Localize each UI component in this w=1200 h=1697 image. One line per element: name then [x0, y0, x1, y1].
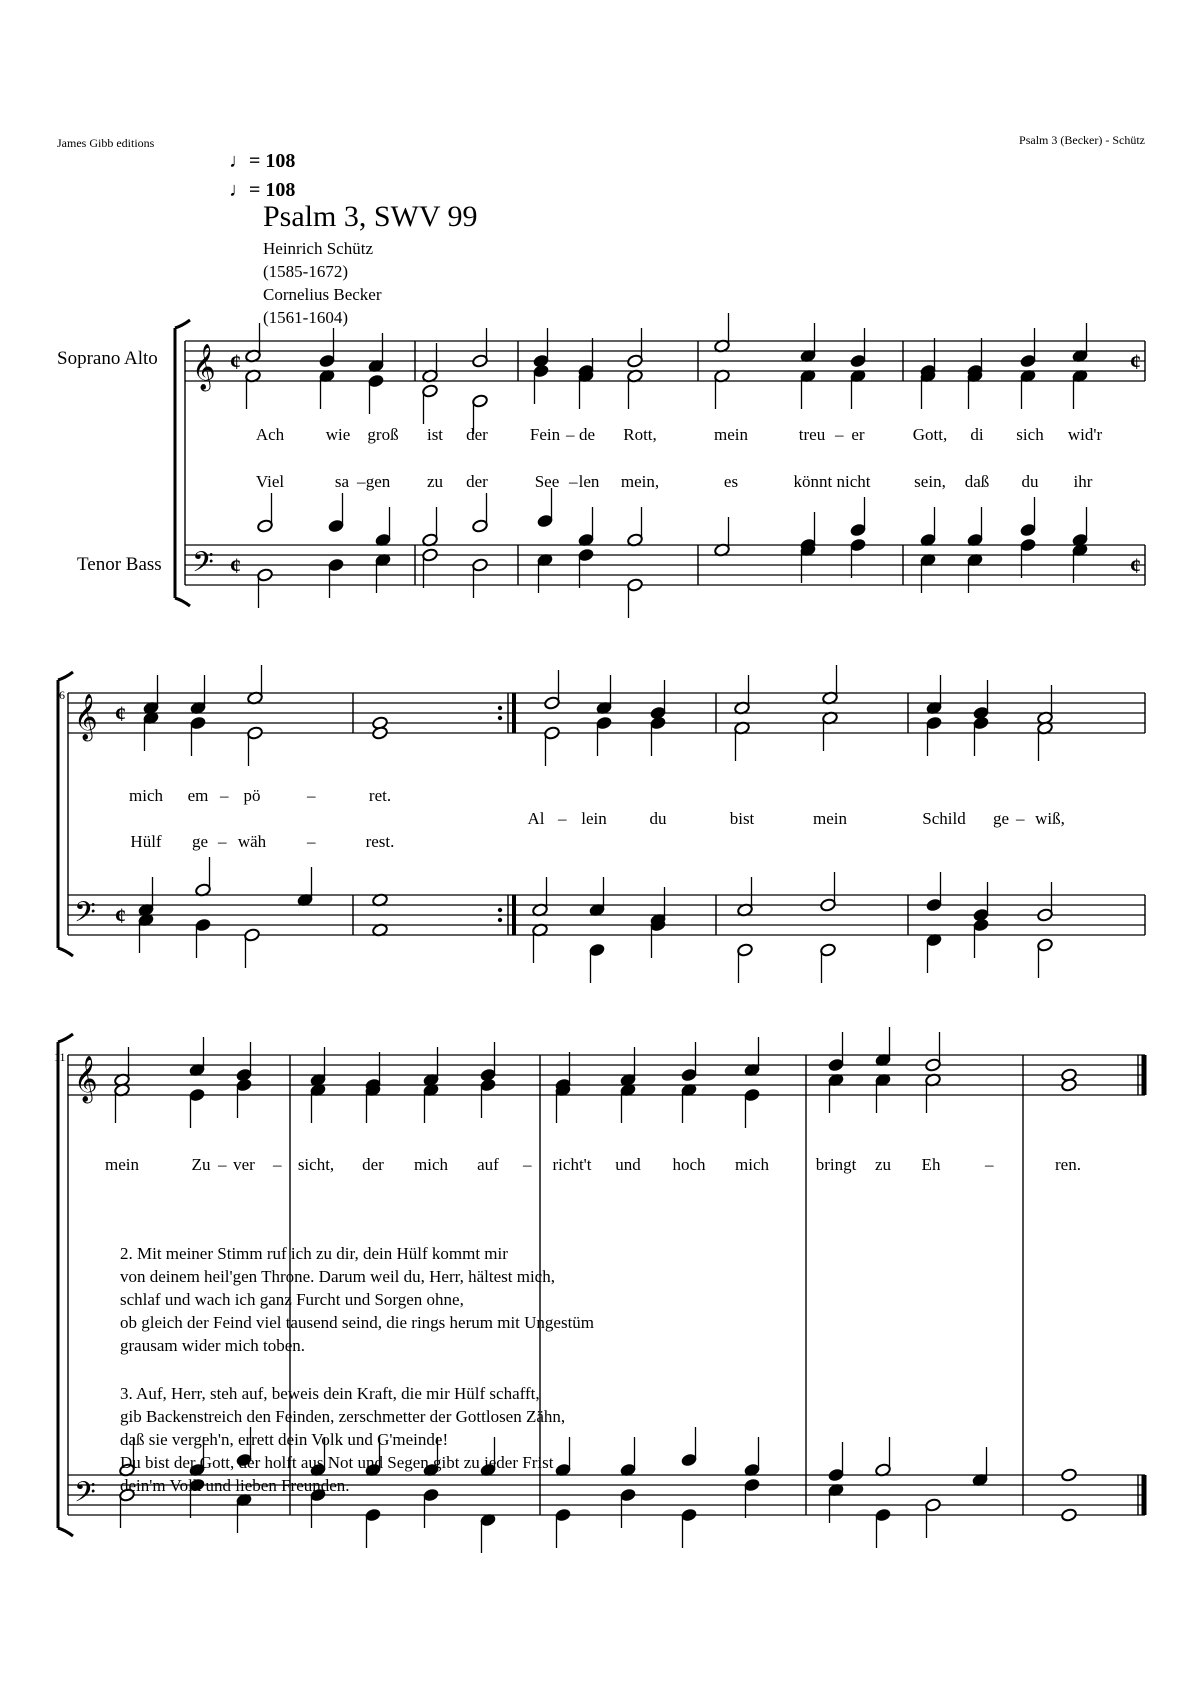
piece-title: Psalm 3, SWV 99: [263, 200, 478, 233]
lyric-syllable: du: [1021, 472, 1039, 491]
lyric-syllable: er: [851, 425, 865, 444]
notehead: [1020, 523, 1037, 537]
bass-clef-icon: 𝄢: [74, 898, 96, 935]
verse-2: 2. Mit meiner Stimm ruf ich zu dir, dein Hülf kommt mir von deinem heil'gen Throne. Darum weil du, Herr, hältest mich, schlaf und wach ich ganz Furcht und Sorgen ohne, ob gleich der Feind viel tausend seind, die rings herum mit Ungestüm grausam wider mich toben.: [120, 1244, 595, 1355]
cut-time-icon: ¢: [230, 349, 241, 374]
bass-clef-icon: 𝄢: [74, 1478, 96, 1515]
notehead: [627, 578, 644, 592]
notehead: [319, 354, 336, 368]
lyric-syllable: Gott,: [912, 425, 948, 444]
lyric-syllable: auf: [477, 1155, 499, 1174]
treble-clef-icon: 𝄞: [74, 1056, 98, 1101]
lyric-syllable: ge: [191, 832, 209, 851]
notehead: [627, 354, 644, 368]
notehead: [244, 928, 261, 942]
lyric-syllable: bist: [729, 809, 755, 828]
measure-number: 11: [54, 1050, 66, 1064]
lyric-syllable: sich: [1016, 425, 1044, 444]
lyric-syllable: sicht,: [297, 1155, 335, 1174]
lower-staff-label: Tenor Bass: [77, 554, 162, 575]
notehead: [926, 716, 943, 730]
lyric-syllable: treu: [798, 425, 826, 444]
lyric-syllable: Al: [527, 809, 545, 828]
lyric-syllable: mein: [714, 425, 748, 444]
bracket-system-2: [58, 672, 73, 956]
notehead: [737, 943, 754, 957]
notehead: [650, 716, 667, 730]
notehead: [190, 716, 207, 730]
lyric-syllable: daß: [964, 472, 990, 491]
treble-clef-icon: 𝄞: [192, 344, 216, 389]
notehead: [544, 726, 561, 740]
notehead: [1037, 908, 1054, 922]
notehead: [257, 568, 274, 582]
notehead: [1037, 938, 1054, 952]
lyric-syllable: du: [649, 809, 667, 828]
notehead: [973, 918, 990, 932]
notehead: [368, 374, 385, 388]
lyric-syllable: mein: [813, 809, 847, 828]
notehead: [328, 558, 345, 572]
notehead: [973, 716, 990, 730]
notehead: [681, 1508, 698, 1522]
notehead: [189, 1088, 206, 1102]
lyric-syllable: bringt: [815, 1155, 857, 1174]
notehead: [925, 1058, 942, 1072]
notehead: [257, 519, 274, 533]
lyric-syllable: es: [723, 472, 739, 491]
lyric-syllable: wie: [325, 425, 351, 444]
notehead: [472, 354, 489, 368]
lyric-syllable: mich: [414, 1155, 448, 1174]
notehead: [925, 1498, 942, 1512]
lyric-syllable: mich: [735, 1155, 769, 1174]
lyric-syllable: ver: [233, 1155, 255, 1174]
lyric-syllable: len: [578, 472, 600, 491]
lyric-syllable: wid'r: [1067, 425, 1103, 444]
lyric-syllable: rest.: [365, 832, 395, 851]
upper-staff-label: Soprano Alto: [57, 348, 158, 369]
lyric-syllable: em: [187, 786, 209, 805]
notehead: [236, 1078, 253, 1092]
notehead: [744, 1088, 761, 1102]
lyric-syllable: sa: [334, 472, 350, 491]
notehead: [544, 696, 561, 710]
lyric-syllable: Ach: [255, 425, 285, 444]
bass-clef-icon: 𝄢: [192, 548, 214, 585]
tempo-mark-2: ♩= 108: [229, 179, 296, 201]
verse-3: 3. Auf, Herr, steh auf, beweis dein Kraft, die mir Hülf schafft, gib Backenstreich den Feinden, zerschmetter der Gottlosen Zähn, daß sie vergeh'n, errett dein Volk und G'meinde! Du bist der Gott, der holft aus Not und Segen gibt zu jeder Frist dein'm Volk und lieben Freunden.: [120, 1384, 566, 1495]
tempo-mark-1: ♩= 108: [229, 150, 296, 172]
cut-time-icon: ¢: [115, 903, 126, 928]
lyric-syllable: wiß,: [1035, 809, 1065, 828]
composer-credit: Heinrich Schütz (1585-1672) Cornelius Becker (1561-1604): [263, 239, 382, 327]
lyric-syllable: ihr: [1073, 472, 1093, 491]
notehead: [472, 394, 489, 408]
cut-time-icon: ¢: [115, 701, 126, 726]
notehead: [578, 548, 595, 562]
edition-header: James Gibb editions: [57, 136, 155, 150]
lyric-syllable: Rott,: [623, 425, 657, 444]
notehead: [926, 898, 943, 912]
lyric-syllable: Zu: [191, 1155, 211, 1174]
lyric-syllable: gen: [365, 472, 391, 491]
notehead: [820, 898, 837, 912]
notehead: [820, 943, 837, 957]
lyric-syllable: zu: [426, 472, 444, 491]
notehead: [1061, 1508, 1078, 1522]
lyric-syllable: könnt nicht: [793, 472, 871, 491]
lyric-syllable: pö: [243, 786, 261, 805]
notehead: [828, 1468, 845, 1482]
lyric-syllable: lein: [581, 809, 607, 828]
notehead: [620, 1488, 637, 1502]
lyric-syllable: Fein: [529, 425, 561, 444]
notehead: [744, 1478, 761, 1492]
lyric-syllable: groß: [367, 425, 399, 444]
notehead: [850, 523, 867, 537]
notehead: [533, 364, 550, 378]
notehead: [875, 1508, 892, 1522]
lyric-syllable: der: [466, 472, 488, 491]
lyric-syllable: sein,: [914, 472, 946, 491]
lyric-syllable: Schild: [922, 809, 966, 828]
notehead: [681, 1068, 698, 1082]
bracket-system-1: [175, 320, 190, 606]
notehead: [1020, 354, 1037, 368]
lyric-syllable: ge: [992, 809, 1010, 828]
notehead: [372, 726, 389, 740]
notehead: [850, 354, 867, 368]
running-title: Psalm 3 (Becker) - Schütz: [1019, 133, 1145, 147]
lyric-syllable: zu: [874, 1155, 892, 1174]
lyric-syllable: und: [615, 1155, 641, 1174]
cut-time-icon: ¢: [1130, 553, 1141, 578]
lyric-syllable: mein,: [620, 472, 660, 491]
notehead: [1061, 1078, 1078, 1092]
notehead: [472, 558, 489, 572]
lyric-syllable: mein: [105, 1155, 139, 1174]
notehead: [195, 918, 212, 932]
lyric-syllable: wäh: [237, 832, 267, 851]
lyric-syllable: Hülf: [130, 832, 162, 851]
lyric-syllable: der: [362, 1155, 384, 1174]
lyric-syllable: See: [534, 472, 560, 491]
lyric-syllable: ist: [426, 425, 444, 444]
lyric-syllable: Viel: [255, 472, 285, 491]
quarter-note-icon: ♩: [229, 179, 249, 201]
notehead: [247, 726, 264, 740]
notehead: [1061, 1468, 1078, 1482]
notehead: [596, 716, 613, 730]
notehead: [472, 519, 489, 533]
quarter-note-icon: ♩: [229, 150, 249, 172]
treble-clef-icon: 𝄞: [74, 694, 98, 739]
notehead: [681, 1453, 698, 1467]
notehead: [537, 514, 554, 528]
lyric-syllable: mich: [129, 786, 163, 805]
notehead: [850, 538, 867, 552]
lyric-syllable: Eh: [921, 1155, 941, 1174]
lyric-syllable: ren.: [1055, 1155, 1081, 1174]
lyric-syllable: richt't: [552, 1155, 592, 1174]
notehead: [328, 519, 345, 533]
notehead: [422, 384, 439, 398]
lyric-syllable: de: [578, 425, 596, 444]
lyric-syllable: di: [970, 425, 984, 444]
measure-number: 6: [59, 688, 65, 702]
notehead: [828, 1058, 845, 1072]
lyric-syllable: ret.: [368, 786, 392, 805]
lyric-syllable: hoch: [672, 1155, 706, 1174]
notehead: [1020, 538, 1037, 552]
notehead: [589, 943, 606, 957]
cut-time-icon: ¢: [230, 553, 241, 578]
cut-time-icon: ¢: [1130, 349, 1141, 374]
lyric-syllable: der: [466, 425, 488, 444]
notehead: [422, 548, 439, 562]
notehead: [480, 1078, 497, 1092]
bracket-system-3: [58, 1034, 73, 1536]
